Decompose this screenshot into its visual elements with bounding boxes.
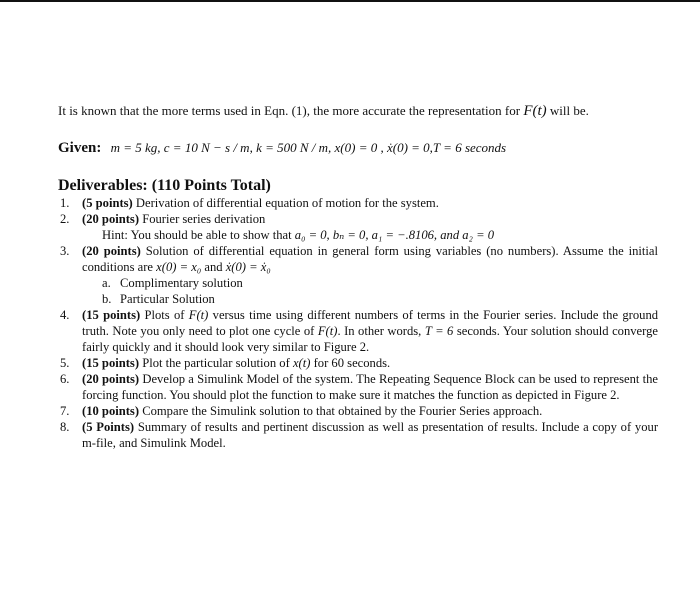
- item-number: 2.: [60, 212, 70, 226]
- item-text: seconds. Your solution should converge fairly quickly and it should look very similar to Figure 2.: [82, 324, 658, 354]
- item-number: 8.: [60, 420, 70, 434]
- top-border: [0, 0, 700, 2]
- list-item-2: [58, 211, 658, 243]
- item-number: 6.: [60, 372, 70, 386]
- intro-sentence: [58, 103, 589, 120]
- given-line: [58, 140, 506, 157]
- list-item-1: [58, 195, 658, 211]
- item-number: 1.: [60, 196, 70, 210]
- item-points: (15 points): [82, 308, 141, 322]
- fourier-hint: [82, 227, 658, 243]
- item-points: (20 points): [82, 244, 141, 258]
- deliverables-list: [58, 195, 658, 451]
- given-label: Given:: [58, 140, 102, 156]
- item-text: Fourier series derivation: [142, 212, 266, 226]
- sub-item-letter: b.: [102, 292, 112, 306]
- list-item-5: [58, 355, 658, 371]
- given-parameters: m = 5 kg, c = 10 N − s / m, k = 500 N / m, x(0) = 0 , ẋ(0) = 0,T = 6 seconds: [110, 140, 507, 155]
- item-points: (5 points): [82, 196, 133, 210]
- sub-item-b: [82, 291, 658, 307]
- initial-condition-xdot: ẋ(0) = ẋ₀: [225, 260, 271, 274]
- item-text: Develop a Simulink Model of the system. The Repeating Sequence Block can be used to represent the forcing function. You should plot the function to make sure it matches the function as depicted in Figure 2.: [82, 372, 659, 402]
- item-text: Solution of differential equation in general form using variables (no numbers). Assume the initial conditions are: [82, 244, 659, 274]
- sub-item-a: [82, 275, 658, 291]
- item-text: for 60 seconds.: [313, 356, 391, 370]
- sub-list: [82, 275, 658, 307]
- item-text: Plot the particular solution of: [142, 356, 290, 370]
- sub-item-text: Complimentary solution: [120, 276, 243, 290]
- item-points: (15 points): [82, 356, 140, 370]
- sub-item-text: Particular Solution: [120, 292, 215, 306]
- item-text: . In other words,: [337, 324, 422, 338]
- item-text: versus time using different numbers of terms in the Fourier series. Include the ground truth. Note you only need to plot one cycle of: [82, 308, 659, 338]
- period-value: T = 6: [424, 324, 454, 338]
- list-item-8: [58, 419, 658, 451]
- item-text: Plots of: [144, 308, 185, 322]
- item-number: 7.: [60, 404, 70, 418]
- sub-item-letter: a.: [102, 276, 111, 290]
- item-text: Compare the Simulink solution to that obtained by the Fourier Series approach.: [142, 404, 543, 418]
- item-text: and: [204, 260, 223, 274]
- initial-condition-x: x(0) = x₀: [156, 260, 202, 274]
- item-text: Summary of results and pertinent discussion as well as presentation of results. Include a copy of your m-file, and Simulink Model.: [82, 420, 659, 450]
- forcing-function-symbol: F(t): [317, 324, 338, 338]
- displacement-symbol: x(t): [292, 356, 311, 370]
- item-number: 4.: [60, 308, 70, 322]
- item-points: (5 Points): [82, 420, 135, 434]
- forcing-function-symbol: F(t): [188, 308, 209, 322]
- forcing-function-symbol: F(t): [523, 103, 547, 119]
- item-number: 3.: [60, 244, 70, 258]
- hint-text: Hint: You should be able to show that: [102, 228, 292, 242]
- item-points: (10 points): [82, 404, 140, 418]
- list-item-4: [58, 307, 658, 355]
- item-points: (20 points): [82, 212, 140, 226]
- item-points: (20 points): [82, 372, 140, 386]
- list-item-3: [58, 243, 658, 307]
- item-number: 5.: [60, 356, 70, 370]
- list-item-6: [58, 371, 658, 403]
- intro-text: It is known that the more terms used in Eqn. (1), the more accurate the representation for: [58, 103, 521, 118]
- intro-text-end: will be.: [549, 103, 589, 118]
- deliverables-heading: Deliverables: (110 Points Total): [58, 177, 271, 194]
- hint-coefficients: a₀ = 0, bₙ = 0, a₁ = −.8106, and a₂ = 0: [294, 228, 495, 242]
- item-text: Derivation of differential equation of motion for the system.: [135, 196, 439, 210]
- list-item-7: [58, 403, 658, 419]
